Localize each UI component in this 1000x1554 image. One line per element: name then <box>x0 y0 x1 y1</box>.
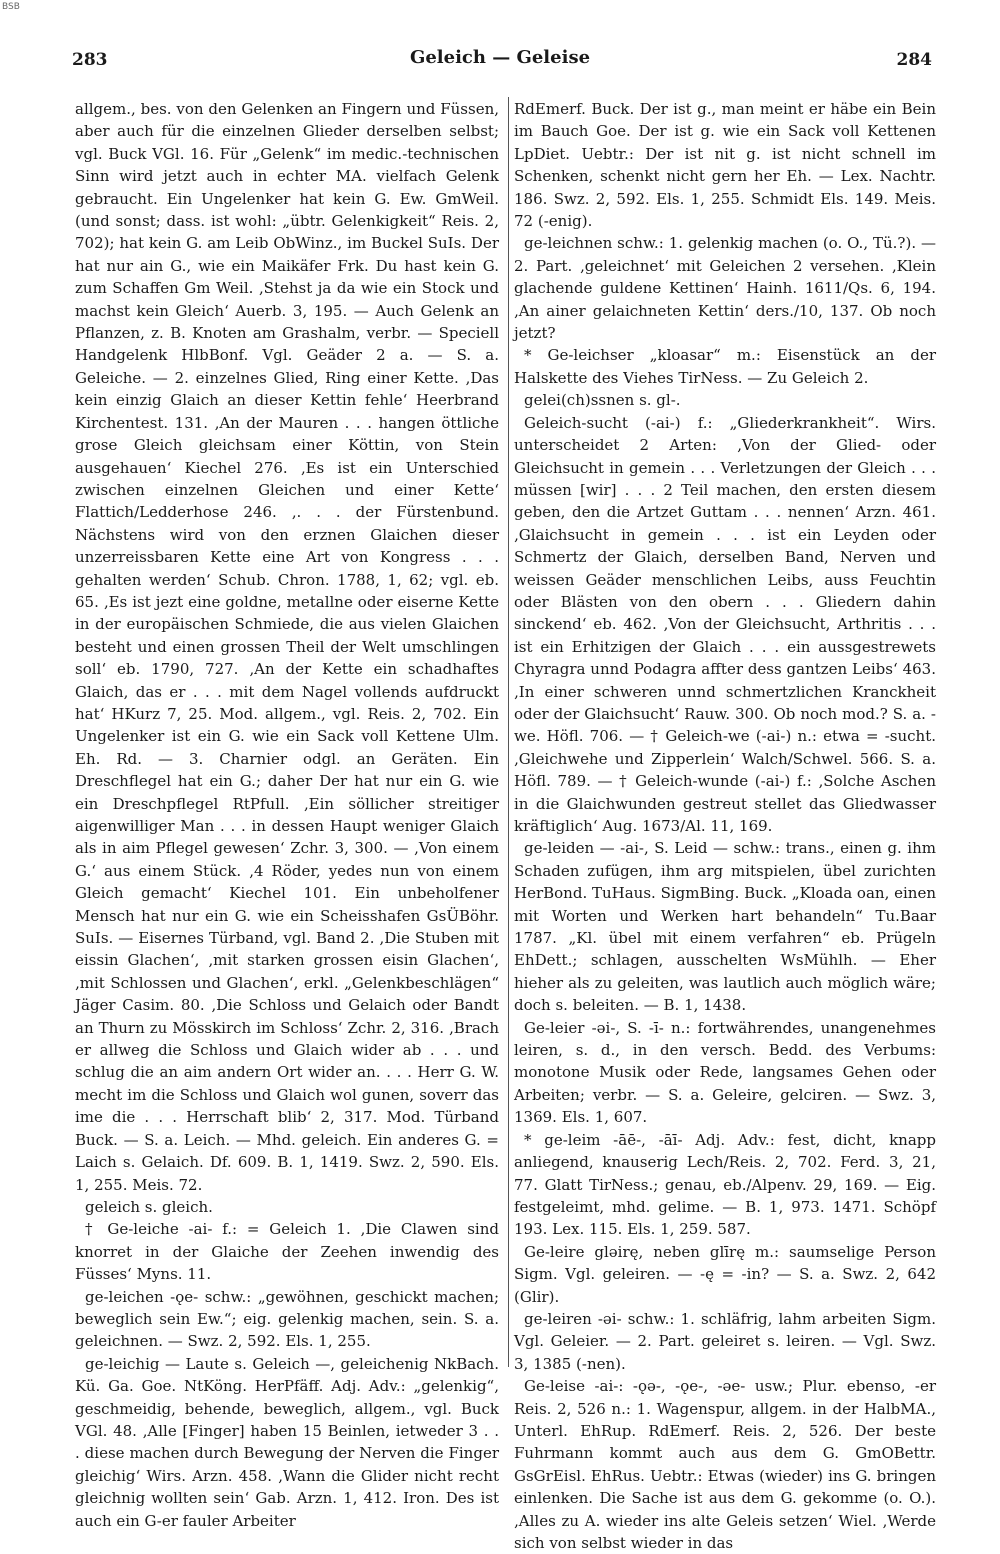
page-number-left: 283 <box>72 50 108 70</box>
entry-geleichnen: ge-leichnen schw.: 1. gelenkig machen (o. O., Tü.?). — 2. Part. ‚geleichnet‘ mit Geleichen 2 versehen. ‚Klein glachende guldene Kettinen‘ Hainh. 1611/Qs. 6, 194. ‚An ainer gelaichneten Kettin‘ ders./10, 137. Ob noch jetzt? <box>514 234 936 343</box>
entry-geleich-xref: geleich s. gleich. <box>85 1197 213 1216</box>
entry-geleich-sucht: Geleich-sucht (-ai-) f.: „Gliederkrankheit“. Wirs. unterscheidet 2 Arten: ‚Von der Glied- oder Gleichsucht in gemein . . . Verletzungen der Gleich . . . müssen [wir] . . . 2 Teil machen, den ersten diesem geben, den die Artzet Guttam . . . nennen‘ Arzn. 461. ‚Glaichsucht in gemein . . . ist ein Leyden oder Schmertz der Glaich, derselben Band, Nerven und weissen Geäder menschlichen Leibs, auss Feuchtin oder Blästen von den obern . . . Gliedern dahin sinckend‘ eb. 462. ‚Von der Gleichsucht, Arthritis . . . ist ein Erhitzigen der Glaich . . . ein aussgestrewets Chyragra unnd Podagra affter dess gantzen Leibs‘ 463. ‚In einer schweren unnd schmertzlichen Kranckheit oder der Glaichsucht‘ Rauw. 300. Ob noch mod.? S. a. -we. Höfl. 706. — † Geleich-we (-ai-) n.: etwa = -sucht. ‚Gleichwehe und Zipperlein‘ Walch/Schwel. 566. S. a. Höfl. 789. — † Geleich-wunde (-ai-) f.: ‚Solche Aschen in die Glaichwunden gestreut stellet das Gliedwasser kräftiglich‘ Aug. 1673/Al. 11, 169. <box>514 413 936 835</box>
entry-geleire: Ge-leire gləirę, neben glīrę m.: saumselige Person Sigm. Vgl. geleiren. — -ę = -in? — S. a. Swz. 2, 642 (Glir). <box>514 1242 936 1306</box>
entry-geleise: Ge-leise -ai-: -ǫə-, -ǫe-, -ǝe- usw.; Plur. ebenso, -er Reis. 2, 526 n.: 1. Wagenspur, allgem. in der HalbMA., Unterl. EhRup. RdEmerf. Reis. 2, 526. Der beste Fuhrmann kommt auch aus dem G. GmOBettr. GsGrEisl. EhRus. Uebtr.: Etwas (wieder) ins G. bringen einlenken. Die Sache ist aus dem G. gekomme (o. O.). ‚Alles zu A. wieder ins alte Geleis setzen‘ Wiel. ‚Werde sich von selbst wieder in das <box>514 1377 936 1552</box>
entry-geleichig: ge-leichig — Laute s. Geleich —, geleichenig NkBach. Kü. Ga. Goe. NtKöng. HerPfäff. Adj. Adv.: „gelenkig“, geschmeidig, behende, beweglich, allgem., vgl. Buck VGl. 48. ‚Alle [Finger] haben 15 Beinlen, ietweder 3 . . . diese machen durch Bewegung der Nerven die Finger gleichig‘ Wirs. Arzn. 458. ‚Wann die Glider nicht recht gleichnig wollten sein‘ Gab. Arzn. 1, 412. Iron. Des ist auch ein G-er fauler Arbeiter <box>75 1354 499 1530</box>
column-divider <box>508 97 509 1367</box>
page-header <box>0 44 1000 78</box>
entry-geleiden: ge-leiden — -ai-, S. Leid — schw.: trans., einen g. ihm Schaden zufügen, ihm arg mitspielen, übel zurichten HerBond. TuHaus. SigmBing. Buck. „Kloada oan, einen mit Worten und Werken hart behandeln“ Tu.Baar 1787. „Kl. übel mit einem verfahren“ eb. Prügeln EhDett.; schlagen, ausschelten WsMühlh. — Eher hieher als zu geleiten, was lautlich auch möglich wäre; doch s. beleiten. — B. 1, 1438. <box>514 839 936 1015</box>
entry-geleier: Ge-leier -əi-, S. -ī- n.: fortwährendes, unangenehmes leiren, s. d., in den versch. Bedd. des Verbums: monotone Musik oder Rede, langsames Gehen oder Arbeiten; verbr. — S. a. Geleire, gelciren. — Swz. 3, 1369. Els. 1, 607. <box>514 1018 936 1127</box>
library-stamp: BSB <box>2 2 20 12</box>
left-column <box>75 98 499 1532</box>
running-head: Geleich — Geleise <box>409 47 591 68</box>
entry-geleiren: ge-leiren -əi- schw.: 1. schläfrig, lahm arbeiten Sigm. Vgl. Geleier. — 2. Part. geleiret s. leiren. — Vgl. Swz. 3, 1385 (-nen). <box>514 1309 936 1373</box>
page-number-right: 284 <box>896 50 932 70</box>
entry-geleichig-continued: RdEmerf. Buck. Der ist g., man meint er häbe ein Bein im Bauch Goe. Der ist g. wie ein Sack voll Kettenen LpDiet. Uebtr.: Der ist nit g. ist nicht schnell im Schenken, schenkt nicht gern her Eh. — Lex. Nachtr. 186. Swz. 2, 592. Els. 1, 255. Schmidt Els. 149. Meis. 72 (-enig). <box>514 100 936 231</box>
entry-geleim: * ge-leim -āē-, -āī- Adj. Adv.: fest, dicht, knapp anliegend, knauserig Lech/Reis. 2, 702. Ferd. 3, 21, 77. Glatt TirNess.; genau, eb./Alpenv. 29, 169. — Eig. festgeleimt, mhd. gelime. — B. 1, 973. 1471. Schöpf 193. Lex. 115. Els. 1, 259. 587. <box>514 1130 936 1239</box>
entry-geleichser: * Ge-leichser „kloasar“ m.: Eisenstück an der Halskette des Viehes TirNess. — Zu Geleich 2. <box>514 346 936 387</box>
entry-geleichen: ge-leichen -ǫe- schw.: „gewöhnen, geschickt machen; beweglich sein Ew.“; eig. gelenkig machen, sein. S. a. geleichnen. — Swz. 2, 592. Els. 1, 255. <box>75 1287 499 1351</box>
entry-geleiche: † Ge-leiche -ai- f.: = Geleich 1. ‚Die Clawen sind knorret in der Glaiche der Zeehen inwendig des Füsses‘ Myns. 11. <box>75 1220 499 1284</box>
entry-geleichssnen-xref: gelei(ch)ssnen s. gl-. <box>524 391 681 410</box>
right-column <box>514 98 936 1554</box>
entry-geleich-continued: allgem., bes. von den Gelenken an Fingern und Füssen, aber auch für die einzelnen Glieder derselben selbst; vgl. Buck VGl. 16. Für „Gelenk“ im medic.-technischen Sinn wird jetzt auch in echter MA. vielfach Gelenk gebraucht. Ein Ungelenker hat kein G. Ew. GmWeil. (und sonst; dass. ist wohl: „übtr. Gelenkigkeit“ Reis. 2, 702); hat kein G. am Leib ObWinz., im Buckel SuIs. Der hat nur ain G., wie ein Maikäfer Frk. Du hast kein G. zum Schaffen Gm Weil. ‚Stehst ja da wie ein Stock und machst kein Gleich‘ Auerb. 3, 195. — Auch Gelenk an Pflanzen, z. B. Knoten am Grashalm, verbr. — Speciell Handgelenk HlbBonf. Vgl. Geäder 2 a. — S. a. Geleiche. — 2. einzelnes Glied, Ring einer Kette. ‚Das kein einzig Glaich an dieser Kettin fehle‘ Heerbrand Kirchentest. 131. ‚An der Mauren . . . hangen öttliche grose Gleich gleichsam einer Köttin, von Stein ausgehauen‘ Kiechel 276. ‚Es ist ein Unterschied zwischen einzelnen Gleichen und einer Kette‘ Flattich/Ledderhose 246. ‚. . . der Fürstenbund. Nächstens wird von den erznen Glaichen dieser unzerreissbaren Kette eine Art von Kongress . . . gehalten werden‘ Schub. Chron. 1788, 1, 62; vgl. eb. 65. ‚Es ist jezt eine goldne, metallne oder eiserne Kette in der europäischen Schmiede, die aus vielen Glaichen besteht und einen grossen Theil der Welt umschlingen soll‘ eb. 1790, 727. ‚An der Kette ein schadhaftes Glaich, das er . . . mit dem Nagel vollends aufdruckt hat‘ HKurz 7, 25. Mod. allgem., vgl. Reis. 2, 702. Ein Ungelenker ist ein G. wie ein Sack voll Kettene Ulm. Eh. Rd. — 3. Charnier odgl. an Geräten. Ein Dreschflegel hat ein G.; daher Der hat nur ein G. wie ein Dreschpflegel RtPfull. ‚Ein söllicher streitiger aigenwilliger Man . . . in dessen Haupt weniger Glaich als in aim Pflegel gewesen‘ Zchr. 3, 300. — ‚Von einem G.‘ aus einem Stück. ‚4 Röder, yedes nun von einem Gleich gemacht‘ Kiechel 101. Ein unbeholfener Mensch hat nur ein G. wie ein Scheisshafen GsÜBöhr. SuIs. — Eisernes Türband, vgl. Band 2. ‚Die Stuben mit eissin Glachen‘, ‚mit starken grossen eisin Glachen‘, ‚mit Schlossen und Glachen‘, erkl. „Gelenkbeschlägen“ Jäger Casim. 80. ‚Die Schloss und Gelaich oder Bandt an Thurn zu Mösskirch im Schloss‘ Zchr. 2, 316. ‚Brach er allweg die Schloss und Glaich wider ab . . . und schlug die an aim andern Ort wider an. . . . Herr G. W. mecht im die Schloss und Glaich wol gunen, soverr das ime die . . . Herrschaft blib‘ 2, 317. Mod. Türband Buck. — S. a. Leich. — Mhd. geleich. Ein anderes G. = Laich s. Gelaich. Df. 609. B. 1, 1419. Swz. 2, 590. Els. 1, 255. Meis. 72. <box>75 100 499 1194</box>
